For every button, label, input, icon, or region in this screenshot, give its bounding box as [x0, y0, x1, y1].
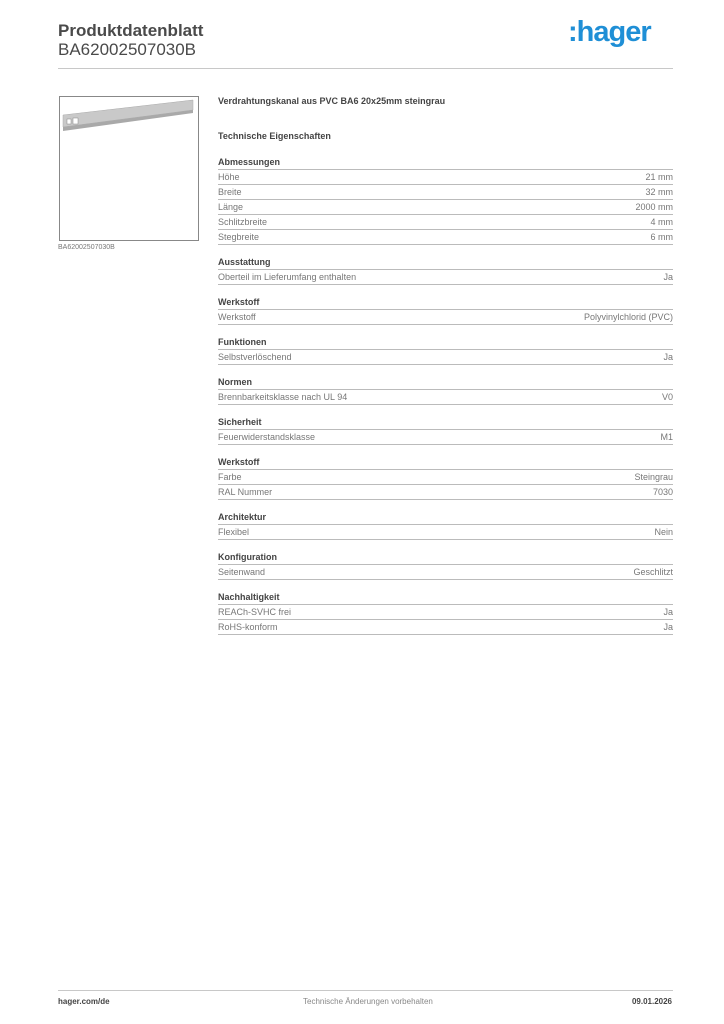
technical-heading: Technische Eigenschaften: [218, 131, 331, 141]
section-heading: Architektur: [218, 510, 673, 525]
property-label: RAL Nummer: [218, 487, 273, 497]
footer-website-link[interactable]: hager.com/de: [58, 997, 110, 1006]
property-label: Höhe: [218, 172, 240, 182]
section-heading: Abmessungen: [218, 155, 673, 170]
property-row: [218, 215, 673, 230]
footer-note: Technische Änderungen vorbehalten: [303, 997, 433, 1006]
property-row: [218, 310, 673, 325]
property-label: Breite: [218, 187, 242, 197]
property-label: Schlitzbreite: [218, 217, 268, 227]
property-section: [218, 550, 673, 580]
property-row: [218, 270, 673, 285]
properties-table: [218, 155, 673, 645]
property-row: [218, 605, 673, 620]
section-heading: Funktionen: [218, 335, 673, 350]
property-value: Ja: [663, 352, 673, 362]
property-row: [218, 185, 673, 200]
property-section: [218, 255, 673, 285]
property-label: Flexibel: [218, 527, 250, 537]
property-value: 21 mm: [645, 172, 673, 182]
section-heading: Werkstoff: [218, 295, 673, 310]
property-value: 4 mm: [650, 217, 673, 227]
product-code: BA62002507030B: [58, 40, 197, 59]
document-title: Produktdatenblatt: [58, 21, 204, 40]
property-section: [218, 155, 673, 245]
property-value: V0: [661, 392, 673, 402]
image-caption: BA62002507030B: [58, 244, 115, 251]
product-image: [59, 96, 199, 241]
section-heading: Konfiguration: [218, 550, 673, 565]
property-label: Feuerwiderstandsklasse: [218, 432, 316, 442]
property-section: [218, 590, 673, 635]
property-section: [218, 455, 673, 500]
section-heading: Werkstoff: [218, 455, 673, 470]
property-section: [218, 335, 673, 365]
property-value: Geschlitzt: [633, 567, 673, 577]
header-divider: [58, 68, 673, 69]
property-value: M1: [660, 432, 673, 442]
property-row: [218, 430, 673, 445]
hager-logo: :hager: [568, 16, 651, 48]
property-value: Ja: [663, 607, 673, 617]
property-label: Werkstoff: [218, 312, 256, 322]
property-value: Nein: [654, 527, 673, 537]
property-label: Stegbreite: [218, 232, 260, 242]
property-label: Brennbarkeitsklasse nach UL 94: [218, 392, 348, 402]
property-row: [218, 620, 673, 635]
property-value: 32 mm: [645, 187, 673, 197]
property-row: [218, 525, 673, 540]
property-value: Polyvinylchlorid (PVC): [583, 312, 673, 322]
footer-date: 09.01.2026: [631, 997, 672, 1006]
property-section: [218, 510, 673, 540]
cable-duct-image: [60, 97, 198, 240]
property-label: Farbe: [218, 472, 242, 482]
property-section: [218, 415, 673, 445]
section-heading: Ausstattung: [218, 255, 673, 270]
property-row: [218, 200, 673, 215]
property-row: [218, 565, 673, 580]
property-row: [218, 170, 673, 185]
property-row: [218, 230, 673, 245]
section-heading: Nachhaltigkeit: [218, 590, 673, 605]
property-value: Ja: [663, 622, 673, 632]
product-description: Verdrahtungskanal aus PVC BA6 20x25mm steingrau: [218, 96, 446, 106]
property-row: [218, 350, 673, 365]
property-value: Steingrau: [634, 472, 673, 482]
property-row: [218, 470, 673, 485]
property-value: 2000 mm: [635, 202, 673, 212]
property-row: [218, 390, 673, 405]
property-label: Seitenwand: [218, 567, 266, 577]
property-value: 6 mm: [650, 232, 673, 242]
property-label: Oberteil im Lieferumfang enthalten: [218, 272, 357, 282]
property-label: Länge: [218, 202, 244, 212]
property-row: [218, 485, 673, 500]
property-label: Selbstverlöschend: [218, 352, 292, 362]
property-value: Ja: [663, 272, 673, 282]
property-value: 7030: [652, 487, 673, 497]
section-heading: Normen: [218, 375, 673, 390]
section-heading: Sicherheit: [218, 415, 673, 430]
footer-divider: [58, 990, 673, 991]
property-label: RoHS-konform: [218, 622, 278, 632]
property-section: [218, 375, 673, 405]
property-section: [218, 295, 673, 325]
property-label: REACh-SVHC frei: [218, 607, 292, 617]
